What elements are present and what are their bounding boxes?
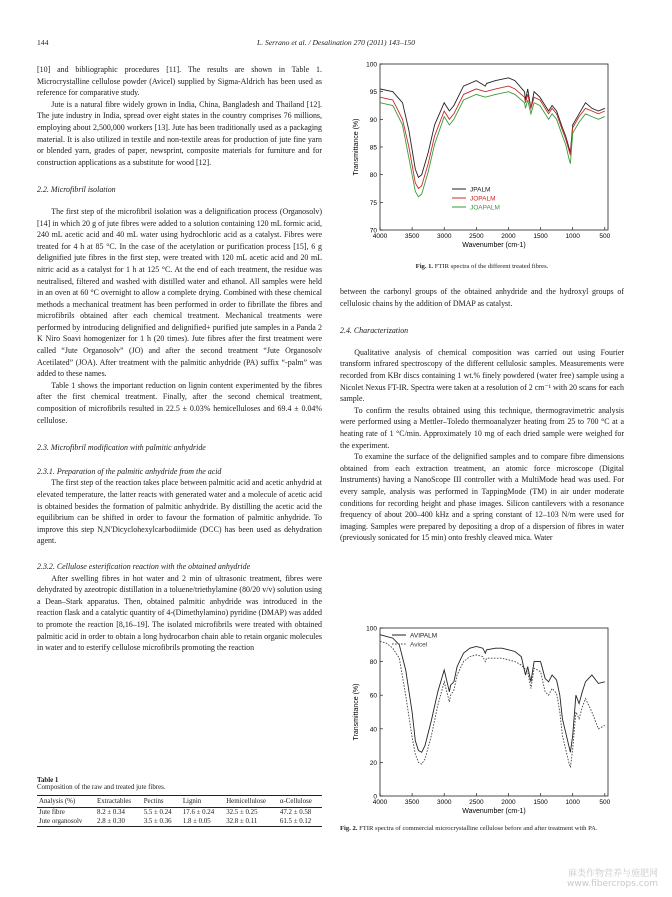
table-caption: Composition of the raw and treated jute fibres.	[37, 784, 166, 791]
figure-1	[340, 58, 620, 250]
fig1-caption-label: Fig. 1.	[415, 263, 434, 270]
y-tick-label: 90	[369, 116, 377, 124]
section-heading-2-3: 2.3. Microfibril modification with palmitic anhydride	[37, 443, 206, 453]
paragraph-jute: Jute is a natural fibre widely grown in India, China, Bangladesh and Thailand [12]. The jute industry in India, spread over eight states in the country comprises 76 millions, employing about 2,500,000 workers [13]. Jute has been traditionally used as a packaging material. It is also utilized in textile and non-textile areas for production of jute fine yarn or blended yarn, grades of paper, newsprint, composite materials for furniture and for construction applications as a substitute for wood [12].	[37, 99, 322, 167]
subsection-heading-2-3-1: 2.3.1. Preparation of the palmitic anhydride from the acid	[37, 466, 222, 476]
paragraph-afm: To examine the surface of the delignified samples and to compare fibre dimensions obtained from each extraction treatment, an atomic force microscope (Digital Instruments) having a NanoScope III controller with a MultiMode head was used. For every sample, analysis was performed in TappingMode (TM) in air under moderate conditions for recording height and phase images. Silicon cantilevers with a resonance frequency of about 200–400 kHz and a spring constant of 12–103 N/m were used for imaging. Samples were prepared by depositing a drop of a dispersion of fibres in water (previously sonicated for 15 min) onto freshly cleaved mica. Water	[340, 452, 624, 543]
y-tick-label: 80	[369, 659, 377, 667]
y-tick-label: 100	[366, 625, 377, 633]
watermark-cn: 麻类作物营养与施肥网	[567, 869, 658, 879]
series-line-jpalm	[380, 78, 605, 178]
x-tick-label: 500	[599, 233, 611, 240]
plot-frame	[380, 628, 608, 796]
right-column	[340, 286, 624, 544]
x-tick-label: 2500	[469, 233, 484, 240]
x-tick-label: 3500	[404, 233, 420, 240]
section-heading-2-2: 2.2. Microfibril isolation	[37, 185, 116, 195]
table-header: Pectins	[142, 796, 181, 808]
y-axis-label: Transmittance (%)	[353, 683, 360, 741]
table-cell: 17.6 ± 0.24	[182, 809, 215, 816]
table-row	[37, 817, 322, 827]
table-cell: 5.5 ± 0.24	[143, 809, 172, 816]
figure-2	[340, 620, 620, 816]
y-tick-label: 70	[369, 227, 377, 235]
running-header: L. Serrano et al. / Desalination 270 (2011) 143–150	[256, 38, 416, 47]
paragraph-esterification: After swelling fibres in hot water and 2 min of ultrasonic treatment, fibres were dehydrated by azeotropic distillation in a toluene/triethylamine (80/20 v/v) solution using a Dean–Stark apparatus. Then, obtained palmitic anhydride was introduced in the reaction flask and a catalytic quantity of 4-(Dimethylamino) pyridine (DMAP) was added to promote the reaction [8,16–19]. The isolated microfibrils were treated with obtained palmitic acid in order to obtain a long hydrocarbon chain able to retain organic molecules in water and to esterify cellulose microfibrils promoting the reaction	[37, 573, 323, 653]
table-cell: 1.8 ± 0.05	[181, 817, 224, 827]
table-header: Extractables	[95, 796, 142, 808]
subsection-heading-2-3-2: 2.3.2. Cellulose esterification reaction with the obtained anhydride	[37, 561, 251, 571]
y-tick-label: 95	[369, 89, 377, 97]
y-tick-label: 100	[366, 61, 377, 69]
paragraph-tga: To confirm the results obtained using this technique, thermogravimetric analysis were performed using a Mettler–Toledo thermoanalyzer heating from 25 to 700 °C at a heating rate of 1 °C/min. Approximately 10 mg of each dried sample were weighed for the experiment.	[340, 405, 624, 450]
table-cell: 3.5 ± 0.36	[142, 817, 181, 827]
table-cell: 32.5 ± 0.25	[226, 809, 258, 816]
table-cell: 32.8 ± 0.11	[224, 817, 278, 827]
fig2-caption-text: FTIR spectra of commercial microcrystalline cellulose before and after treatment with PA.	[359, 825, 598, 832]
fig2-caption-label: Fig. 2.	[340, 825, 358, 832]
x-tick-label: 3000	[436, 799, 452, 806]
y-axis-label: Transmittance (%)	[353, 118, 360, 176]
fig1-ftir-chart	[340, 58, 620, 250]
series-line-jopalm	[380, 86, 605, 188]
x-tick-label: 1000	[565, 233, 580, 240]
x-tick-label: 2000	[501, 799, 516, 806]
x-tick-label: 3500	[404, 799, 420, 806]
x-tick-label: 500	[599, 799, 611, 806]
fig1-caption-text: FTIR spectra of the different treated fibres.	[434, 263, 549, 270]
table-cell: 47.2 ± 0.58	[279, 809, 312, 816]
left-column	[37, 64, 322, 654]
x-tick-label: 2500	[469, 799, 484, 806]
composition-table	[37, 795, 322, 827]
paragraph-intro: [10] and bibliographic procedures [11]. The results are shown in Table 1. Microcrystalline cellulose powder (Avicel) supplied by Sigma-Aldrich has been used as reference for comparative study.	[37, 65, 322, 98]
x-tick-label: 3000	[436, 233, 452, 240]
paragraph-ftir: Qualitative analysis of chemical composition was carried out using Fourier transform infrared spectroscopy of the different cellulosic samples. Measurements were recorded from KBr discs containing 1 wt.% finely powdered (water free) sample using a Nicolet Nexus FT-IR. Spectra were taken at a resolution of 2 cm⁻¹ with 20 scans for each sample.	[340, 347, 624, 404]
x-tick-label: 4000	[372, 233, 388, 240]
legend-label: JOAPALM	[470, 204, 500, 212]
legend-label: Avicel	[410, 641, 428, 649]
x-tick-label: 4000	[372, 799, 388, 806]
table-cell: 2.8 ± 0.30	[95, 817, 142, 827]
x-tick-label: 1000	[565, 799, 580, 806]
y-tick-label: 85	[369, 144, 377, 152]
x-axis-label: Wavenumber (cm-1)	[462, 808, 526, 815]
table-header: α-Cellulose	[278, 796, 322, 808]
y-tick-label: 60	[369, 692, 377, 700]
table-cell: 61.5 ± 0.12	[278, 817, 322, 827]
table-header: Hemicellulose	[224, 796, 278, 808]
table-cell: Jute fibre	[39, 809, 65, 816]
legend-label: JPALM	[470, 186, 491, 194]
x-tick-label: 1500	[533, 799, 548, 806]
section-heading-2-4: 2.4. Characterization	[340, 326, 409, 336]
paragraph-anhydride-preparation: The first step of the reaction takes place between palmitic acid and acetic anhydrid at elevated temperature, the latter reacts with generated water and a molecule of acetic acid is obtained besides the formation of palmitic anhydride. By distilling the acetic acid the equilibrium can be shifted in order to favour the formation of palmitic anhydride. To improve this step N,N'Dicyclohexylcarbodiimide (DCC) has been used as dehydration agent.	[37, 478, 322, 546]
figure-1-caption	[340, 262, 624, 271]
series-line-avipalm	[380, 632, 605, 753]
paragraph-continuation: between the carbonyl groups of the obtained anhydride and the hydroxyl groups of cellulosic chains by the addition of DMAP as catalyst.	[340, 287, 624, 308]
y-tick-label: 40	[369, 726, 377, 734]
legend-label: AVIPALM	[410, 632, 438, 640]
figure-2-caption	[340, 824, 624, 833]
paragraph-microfibril-isolation: The first step of the microfibril isolation was a delignification process (Organosolv) [14] in which 20 g of jute fibres were added to a solution containing 120 mL formic acid, 240 mL acetic acid and 40 mL water using hydrochloric acid as a catalyst. Fibres were treated for 4 h at 85 °C. In the case of the acetylation or purification process [15], 6 g delignified jute fibres in the first step, were treated with 120 mL acetic acid and 20 mL nitric acid as a catalyst for 1 h at 125 °C. At the end of each treatment, the residue was neutralised, filtered and washed with distilled water and ethanol. All samples were held in an oven at 60 °C overnight to allow a complete drying. Combined with these chemical methods a mechanical treatment has been performed in order to fibrillate the fibres and microfibrils obtained after each chemical treatment. Mechanical treatments were performed by introducing delignified and delignified+ purified jute samples in a Panda 2 K Niro Soavi homogenizer for 1 h (20 times). Jute fibres after the first treatment were called “Jute Organosolv” (JO) and after the second treatment “Jute Organosolv Acetilated” (JOA). After treatment with the palmitic anhydride (PA) suffix “-palm” was added to these names.	[37, 206, 322, 379]
table-title: Table 1	[37, 777, 59, 784]
legend-label: JOPALM	[470, 195, 496, 203]
y-tick-label: 75	[369, 199, 377, 207]
x-tick-label: 2000	[501, 233, 516, 240]
watermark-url: www.fibercrops.com	[567, 879, 658, 889]
x-tick-label: 1500	[533, 233, 548, 240]
table-header: Lignin	[181, 796, 224, 808]
page-number: 144	[37, 38, 49, 47]
y-tick-label: 0	[373, 793, 377, 801]
table-1	[37, 777, 322, 827]
table-cell: 8.2 ± 0.34	[97, 809, 125, 816]
fig2-ftir-chart	[340, 620, 620, 816]
y-tick-label: 80	[369, 172, 377, 180]
y-tick-label: 20	[369, 759, 377, 767]
table-header: Analysis (%)	[37, 796, 95, 808]
table-row	[37, 808, 322, 818]
paragraph-table-summary: Table 1 shows the important reduction on lignin content experimented by the fibres after the first chemical treatment. Finally, after the second chemical treatment, composition of microfibrils resulted in 22.5 ± 0.03% hemicelluloses and 69.4 ± 0.04% cellulose.	[37, 380, 322, 425]
x-axis-label: Wavenumber (cm-1)	[462, 242, 526, 249]
table-cell: Jute organosolv	[37, 817, 95, 827]
